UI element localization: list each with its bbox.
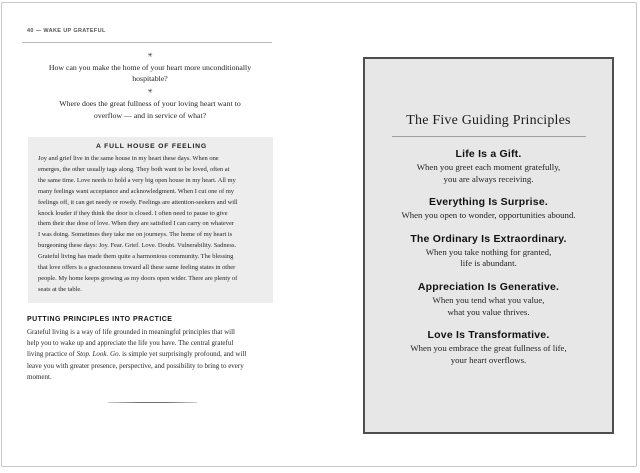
reflection-questions	[27, 52, 273, 121]
question-1: How can you make the home of your heart more unconditionally hospitable?	[48, 63, 252, 84]
principle-description: When you tend what you value, what you value thrives.	[432, 294, 545, 317]
running-header-rule	[22, 42, 272, 43]
principle-description: When you embrace the great fullness of life, your heart overflows.	[410, 343, 567, 365]
feeling-box-body: Joy and grief live in the same house in my heart these days. When one emerges, the other usually tags along. They both want to be loved, often at the same time. Love needs to hold a very big open house in my heart. All my many feelings want acceptance and acknowledgment. When I cut one of my feelings off, it can get needy or rowdy. Feelings are attention-seekers and will knock louder if they think the door is closed. I often need to pause to give them their due dose of love. When they are satisfied I can carry on whatever I was doing. Sometimes they take me on journeys. The home of my heart is burgeoning these days: Joy. Fear. Grief. Love. Doubt. Vulnerability. Sadness. Grateful living has made them quite a harmonious community. The blessing that love offers is a graciousness toward all these same feeling states in other people. My home keeps growing as my doors open wider. There are plenty of seats at the table.	[38, 155, 238, 293]
principle-description: When you take nothing for granted, life is abundant.	[425, 246, 552, 269]
principle-title: Love Is Transformative.	[427, 329, 550, 342]
practice-line-5: moment.	[27, 372, 52, 381]
principles-title-rule	[392, 136, 586, 137]
principle-life-is-a-gift	[365, 148, 612, 185]
principle-title: Life Is a Gift.	[455, 148, 522, 160]
asterisk-ornament: ✳	[147, 52, 153, 59]
principle-description: When you greet each moment gratefully, you are always receiving.	[416, 162, 561, 184]
practice-line-4: leave you with greater presence, perspective, and possibility to bring to every	[27, 361, 244, 370]
practice-line-2: help you to wake up and appreciate the life you have. The central grateful	[27, 339, 234, 348]
guiding-principles-box	[363, 57, 614, 434]
principle-title: Everything Is Surprise.	[429, 196, 548, 209]
practice-section-heading: PUTTING PRINCIPLES INTO PRACTICE	[27, 316, 173, 323]
question-2: Where does the great fullness of your loving heart want to overflow — and in service of what?	[59, 99, 241, 120]
practice-italic-phrase: Stop. Look. Go.	[76, 350, 121, 359]
practice-line-3: living practice of Stop. Look. Go. is simple yet surprisingly profound, and will	[27, 350, 247, 359]
practice-paragraph	[27, 327, 287, 383]
principle-love-is-transformative	[365, 329, 612, 366]
principle-ordinary-is-extraordinary	[365, 233, 612, 270]
principle-description: When you open to wonder, opportunities abound.	[401, 210, 576, 221]
principle-title: Appreciation Is Generative.	[417, 280, 560, 293]
practice-line-1: Grateful living is a way of life grounded in meaningful principles that will	[27, 328, 236, 336]
principle-everything-is-surprise	[365, 196, 612, 222]
asterisk-ornament: ✳	[147, 88, 153, 96]
running-header: 40 — WAKE UP GRATEFUL	[27, 28, 106, 34]
feeling-sidebar-box	[28, 137, 273, 303]
principle-appreciation-is-generative	[365, 281, 612, 318]
principles-box-title: The Five Guiding Principles	[406, 113, 571, 128]
feeling-box-heading: A FULL HOUSE OF FEELING	[96, 143, 207, 150]
principle-title: The Ordinary Is Extraordinary.	[410, 232, 567, 245]
section-end-rule	[108, 402, 197, 403]
